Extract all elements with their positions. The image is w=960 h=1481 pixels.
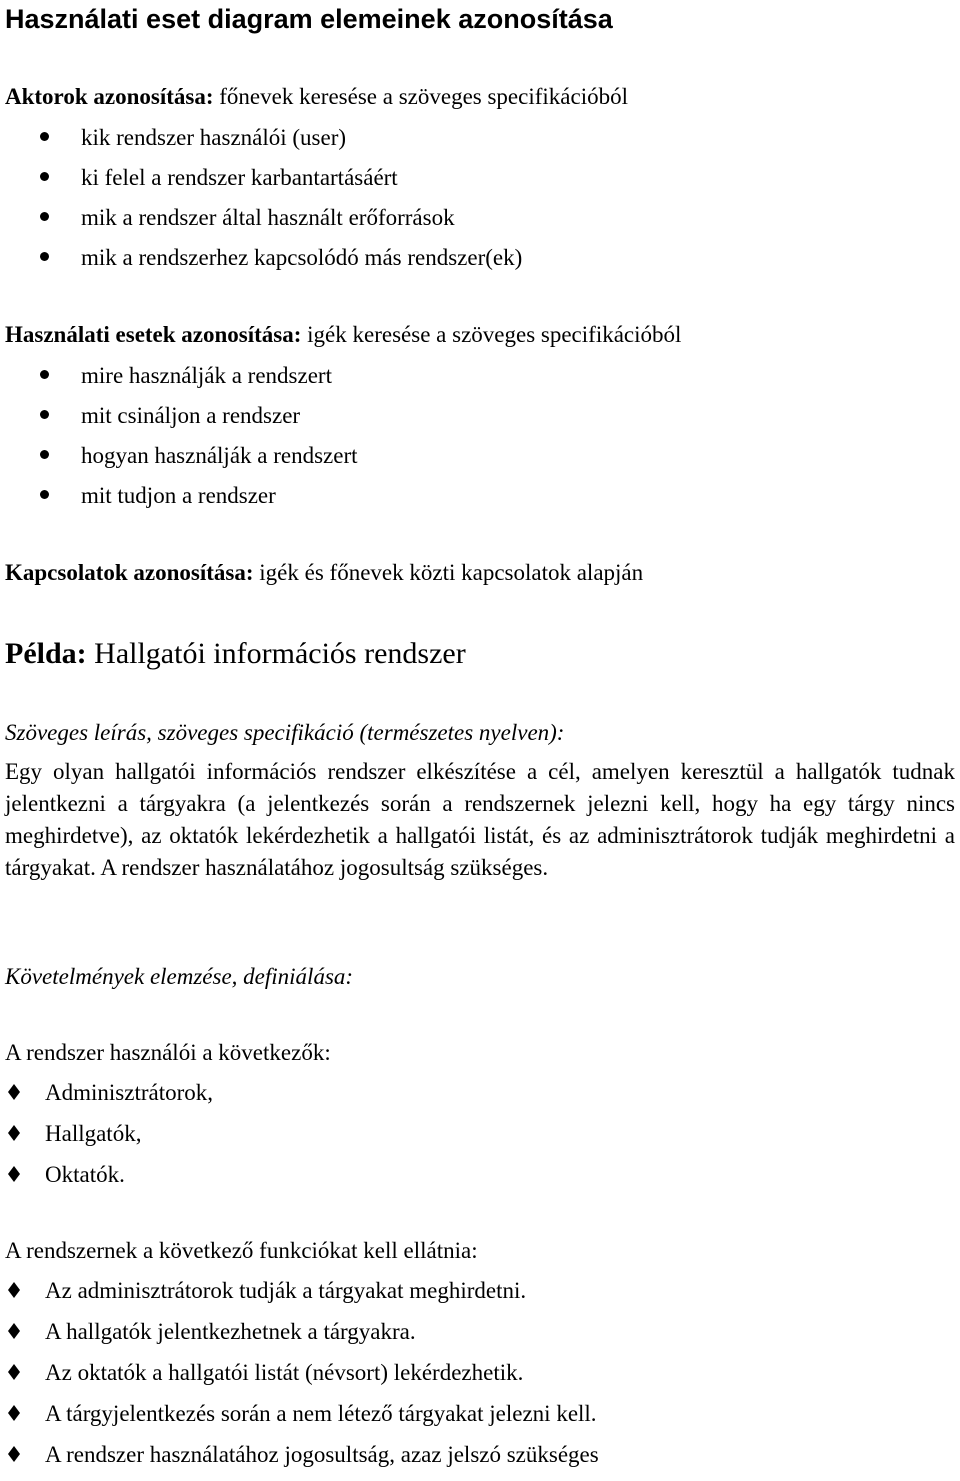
list-item-text: mire használják a rendszert	[81, 363, 332, 388]
diamond-bullet-icon	[8, 1364, 20, 1380]
list-item-text: mik a rendszer által használt erőforrások	[81, 205, 455, 230]
list-item	[0, 203, 522, 243]
diamond-bullet-icon	[8, 1084, 20, 1100]
list-item	[5, 1440, 599, 1481]
list-item-text: A rendszer használatához jogosultság, azaz jelszó szükséges	[45, 1442, 599, 1467]
list-item	[5, 1078, 213, 1119]
diamond-bullet-icon	[8, 1405, 20, 1421]
diamond-bullet-icon	[8, 1282, 20, 1298]
use-cases-text: igék keresése a szöveges specifikációból	[301, 322, 682, 347]
list-item	[0, 123, 522, 163]
spec-paragraph: Egy olyan hallgatói információs rendszer elkészítése a cél, amelyen keresztül a hallgatók tudnak jelentkezni a tárgyakra (a jelentkezés során a rendszernek jelezni kell, hogy ha egy tárgy nincs meghirdetve), az oktatók lekérdezhetik a hallgatói listát, és az adminisztrátorok tudják meghirdetni a tárgyakat. A rendszer használatához jogosultság szükséges.	[5, 759, 955, 880]
list-item	[0, 163, 522, 203]
list-item-text: A hallgatók jelentkezhetnek a tárgyakra.	[45, 1319, 416, 1344]
list-item	[5, 1399, 599, 1440]
diamond-bullet-icon	[8, 1446, 20, 1462]
diamond-bullet-icon	[8, 1166, 20, 1182]
functions-heading: A rendszernek a következő funkciókat kell ellátnia:	[5, 1238, 478, 1263]
users-heading: A rendszer használói a következők:	[5, 1040, 331, 1065]
bullet-icon	[40, 450, 49, 459]
list-item	[0, 441, 358, 481]
list-item	[0, 401, 358, 441]
bullet-icon	[40, 410, 49, 419]
spec-heading: Szöveges leírás, szöveges specifikáció (természetes nyelven):	[5, 720, 565, 745]
use-cases-heading: Használati esetek azonosítása:	[5, 322, 302, 347]
list-item-text: Az adminisztrátorok tudják a tárgyakat meghirdetni.	[45, 1278, 527, 1303]
diamond-bullet-icon	[8, 1125, 20, 1141]
bullet-icon	[40, 172, 49, 181]
actors-text: főnevek keresése a szöveges specifikációból	[213, 84, 628, 109]
actors-heading: Aktorok azonosítása:	[5, 84, 214, 109]
list-item	[0, 481, 358, 521]
actors-section-heading	[5, 82, 628, 112]
use-cases-section-heading	[5, 320, 681, 350]
relations-text: igék és főnevek közti kapcsolatok alapján	[253, 560, 644, 585]
list-item	[5, 1276, 599, 1317]
bullet-icon	[40, 132, 49, 141]
bullet-icon	[40, 370, 49, 379]
list-item-text: hogyan használják a rendszert	[81, 443, 358, 468]
list-item-text: mik a rendszerhez kapcsolódó más rendszer(ek)	[81, 245, 523, 270]
list-item-text: mit csináljon a rendszer	[81, 403, 301, 428]
requirements-heading: Követelmények elemzése, definiálása:	[5, 964, 354, 989]
list-item	[5, 1358, 599, 1399]
list-item-text: Adminisztrátorok,	[45, 1080, 213, 1105]
example-section-heading	[5, 636, 466, 672]
relations-section-heading	[5, 558, 643, 588]
page-title: Használati eset diagram elemeinek azonosítása	[5, 4, 613, 34]
list-item	[5, 1317, 599, 1358]
bullet-icon	[40, 252, 49, 261]
list-item	[5, 1119, 213, 1160]
use-cases-list	[0, 361, 358, 521]
functions-list	[5, 1276, 599, 1481]
list-item-text: Oktatók.	[45, 1162, 125, 1187]
bullet-icon	[40, 212, 49, 221]
list-item	[0, 243, 522, 283]
list-item-text: A tárgyjelentkezés során a nem létező tárgyakat jelezni kell.	[45, 1401, 597, 1426]
list-item	[5, 1160, 213, 1201]
bullet-icon	[40, 490, 49, 499]
actors-list	[0, 123, 522, 283]
list-item-text: ki felel a rendszer karbantartásáért	[81, 165, 398, 190]
list-item-text: Az oktatók a hallgatói listát (névsort) lekérdezhetik.	[45, 1360, 524, 1385]
example-text: Hallgatói információs rendszer	[86, 637, 466, 670]
list-item	[0, 361, 358, 401]
list-item-text: Hallgatók,	[45, 1121, 142, 1146]
diamond-bullet-icon	[8, 1323, 20, 1339]
relations-heading: Kapcsolatok azonosítása:	[5, 560, 254, 585]
list-item-text: kik rendszer használói (user)	[81, 125, 347, 150]
example-heading: Példa:	[5, 637, 87, 670]
list-item-text: mit tudjon a rendszer	[81, 483, 276, 508]
users-list	[5, 1078, 213, 1201]
